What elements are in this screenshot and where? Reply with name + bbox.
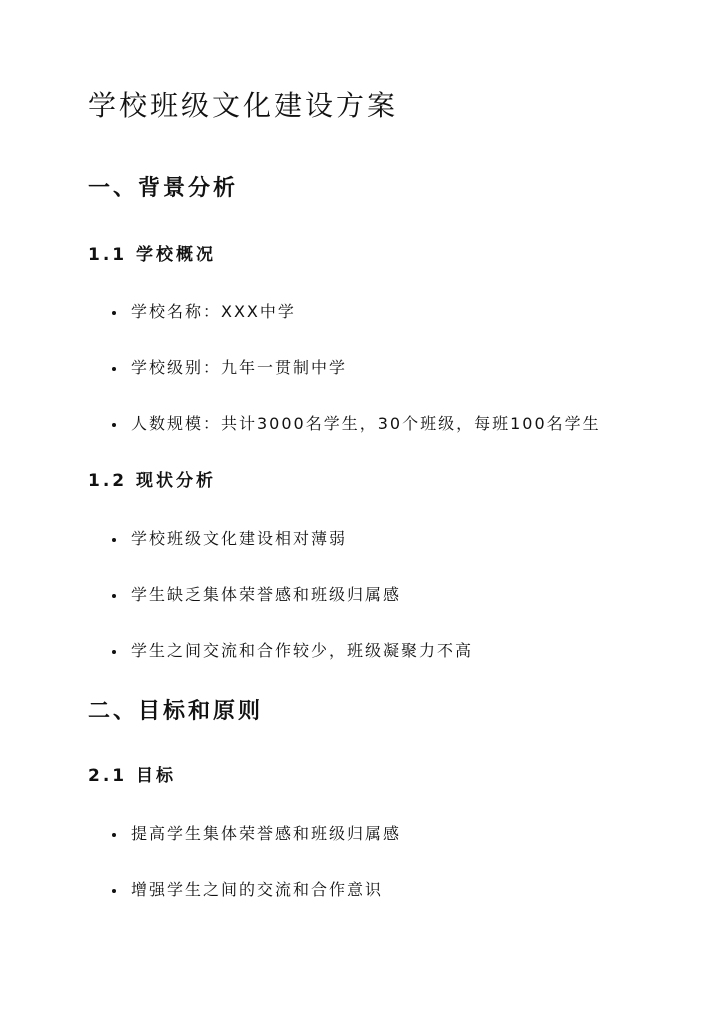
list-item-text: 学生之间交流和合作较少，班级凝聚力不高 (131, 641, 474, 660)
list-item-text: 学校班级文化建设相对薄弱 (131, 529, 348, 548)
list-item-text: 学生缺乏集体荣誉感和班级归属感 (131, 585, 402, 604)
section-heading-background: 一、背景分析 (88, 176, 239, 201)
list-item-text: 提高学生集体荣誉感和班级归属感 (131, 824, 402, 843)
list-item-text: 学校级别：九年一贯制中学 (131, 358, 348, 377)
bullet-icon (112, 594, 116, 598)
subsection-heading-current-analysis: 1.2 现状分析 (88, 471, 217, 491)
bullet-icon (112, 423, 116, 427)
list-item-text: 增强学生之间的交流和合作意识 (131, 880, 384, 899)
bullet-icon (112, 367, 116, 371)
section-heading-goals-principles: 二、目标和原则 (88, 699, 264, 724)
list-item-text: 学校名称：XXX中学 (131, 302, 296, 321)
list-item-text: 人数规模：共计3000名学生，30个班级，每班100名学生 (131, 414, 601, 433)
bullet-icon (112, 538, 116, 542)
subsection-heading-school-overview: 1.1 学校概况 (88, 245, 217, 265)
bullet-icon (112, 833, 116, 837)
bullet-icon (112, 311, 116, 315)
bullet-icon (112, 889, 116, 893)
document-title: 学校班级文化建设方案 (88, 89, 399, 122)
subsection-heading-goals: 2.1 目标 (88, 766, 177, 786)
bullet-icon (112, 650, 116, 654)
